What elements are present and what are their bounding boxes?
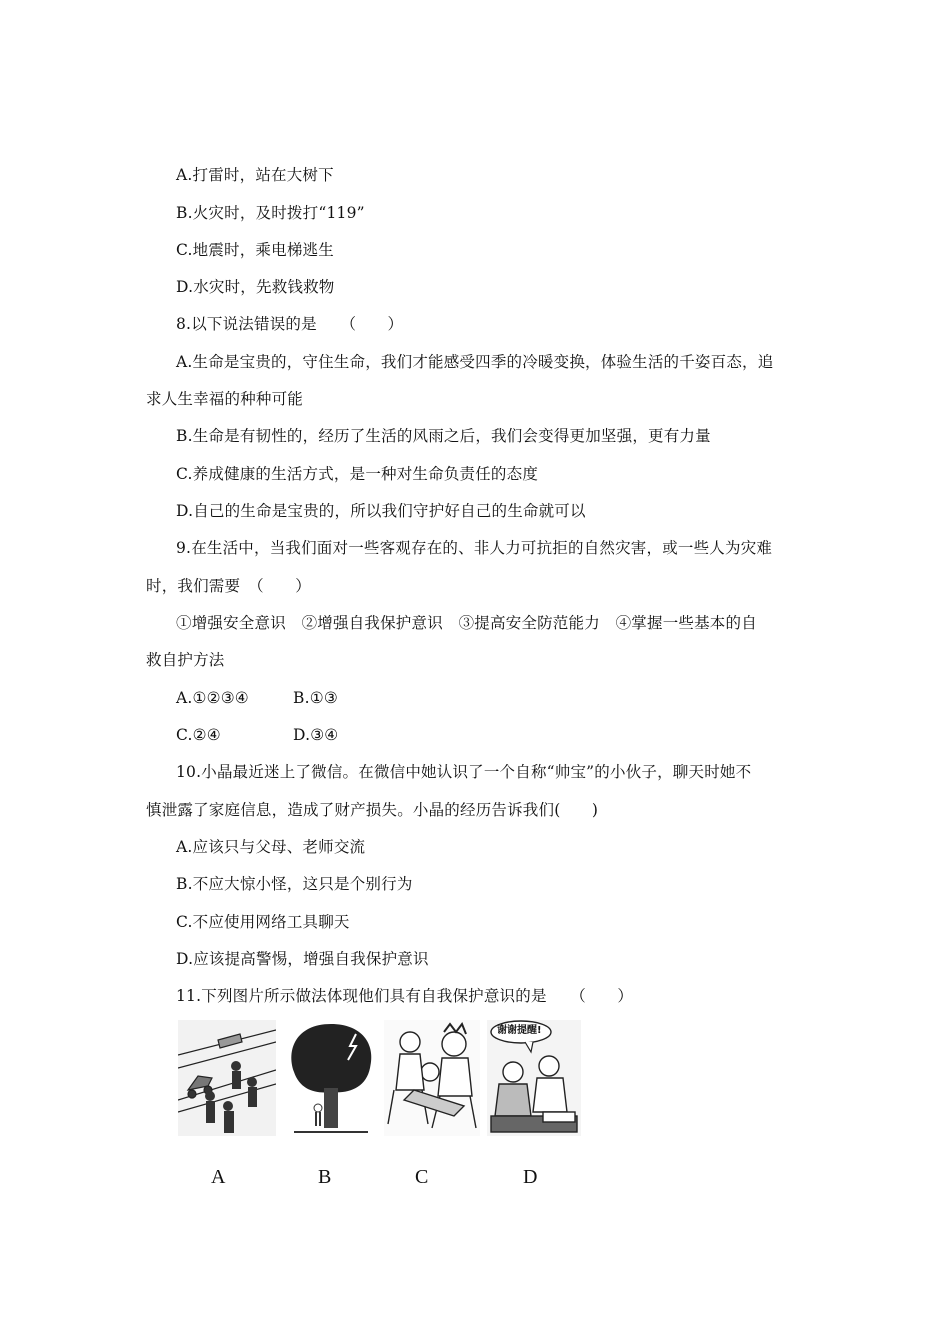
q9-items-line2: 救自护方法 bbox=[146, 651, 225, 669]
q10-option-b: B.不应大惊小怪，这只是个别行为 bbox=[176, 875, 413, 893]
q9-option-a: A.①②③④ bbox=[176, 689, 249, 707]
q8-option-b: B.生命是有韧性的，经历了生活的风雨之后，我们会变得更加坚强，更有力量 bbox=[176, 427, 711, 445]
q9-stem-line2: 时，我们需要 （ ） bbox=[146, 577, 311, 595]
picture-label-b: B bbox=[318, 1166, 332, 1188]
q10-option-d: D.应该提高警惕，增强自我保护意识 bbox=[176, 950, 429, 968]
q10-stem-line2: 慎泄露了家庭信息，造成了财产损失。小晶的经历告诉我们( ) bbox=[146, 801, 599, 819]
q8-option-c: C.养成健康的生活方式，是一种对生命负责任的态度 bbox=[176, 465, 539, 483]
q8-stem: 8.以下说法错误的是 （ ） bbox=[176, 315, 404, 333]
picture-d-reminder bbox=[487, 1020, 581, 1136]
q11-stem: 11.下列图片所示做法体现他们具有自我保护意识的是 （ ） bbox=[176, 987, 634, 1005]
q8-option-d: D.自己的生命是宝贵的，所以我们守护好自己的生命就可以 bbox=[176, 502, 586, 520]
q7-option-b: B.火灾时，及时拨打“119” bbox=[176, 204, 365, 222]
q10-option-c: C.不应使用网络工具聊天 bbox=[176, 913, 350, 931]
picture-c-children-playing bbox=[384, 1020, 480, 1136]
q9-option-d: D.③④ bbox=[293, 726, 339, 744]
picture-label-d: D bbox=[523, 1166, 538, 1188]
picture-label-a: A bbox=[211, 1166, 226, 1188]
q8-option-a-line2: 求人生幸福的种种可能 bbox=[146, 390, 304, 408]
q7-option-c: C.地震时，乘电梯逃生 bbox=[176, 241, 334, 259]
q9-option-b: B.①③ bbox=[293, 689, 338, 707]
q10-option-a: A.应该只与父母、老师交流 bbox=[176, 838, 366, 856]
q9-stem-line1: 9.在生活中，当我们面对一些客观存在的、非人力可抗拒的自然灾害，或一些人为灾难 bbox=[176, 539, 773, 557]
q8-option-a-line1: A.生命是宝贵的，守住生命，我们才能感受四季的冷暖变换，体验生活的千姿百态，追 bbox=[176, 353, 774, 371]
q7-option-a: A.打雷时，站在大树下 bbox=[176, 166, 334, 184]
picture-b-tree-lightning bbox=[286, 1020, 376, 1136]
q7-option-d: D.水灾时，先救钱救物 bbox=[176, 278, 335, 296]
picture-a-road-crossing bbox=[178, 1020, 276, 1136]
picture-label-c: C bbox=[415, 1166, 429, 1188]
q10-stem-line1: 10.小晶最近迷上了微信。在微信中她认识了一个自称“帅宝”的小伙子，聊天时她不 bbox=[176, 763, 752, 781]
q9-items-line1: ①增强安全意识 ②增强自我保护意识 ③提高安全防范能力 ④掌握一些基本的自 bbox=[176, 614, 757, 632]
q9-option-c: C.②④ bbox=[176, 726, 221, 744]
speech-bubble-text: 谢谢提醒! bbox=[497, 1025, 542, 1036]
